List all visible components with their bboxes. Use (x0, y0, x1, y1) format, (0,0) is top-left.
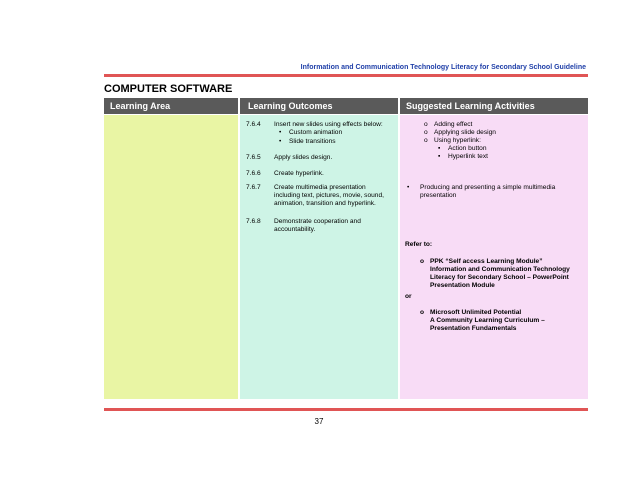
activity-subitem: Hyperlink text (448, 153, 488, 160)
activity-item: Using hyperlink: (434, 137, 481, 144)
outcome-text: including text, pictures, movie, sound, (274, 192, 384, 199)
or-label: or (405, 293, 412, 300)
outcome-bullet: Custom animation (289, 129, 343, 136)
learning-area-column (104, 115, 238, 399)
top-divider (104, 74, 588, 77)
outcome-text: Create multimedia presentation (274, 184, 366, 191)
circle-bullet-icon: o (420, 258, 425, 265)
reference-text: Microsoft Unlimited Potential (430, 309, 522, 316)
suggested-activities-column (400, 115, 588, 399)
reference-text: Literacy for Secondary School – PowerPoint (430, 274, 569, 281)
activity-item: Producing and presenting a simple multimedia (420, 184, 556, 191)
outcome-code: 7.6.5 (246, 154, 261, 161)
column-header-learning-area: Learning Area (104, 98, 238, 114)
reference-text: A Community Learning Curriculum – (430, 317, 545, 324)
bullet-icon: • (279, 129, 282, 136)
outcome-text: accountability. (274, 226, 316, 233)
column-header-suggested-activities: Suggested Learning Activities (400, 98, 588, 114)
outcome-code: 7.6.8 (246, 218, 261, 225)
outcome-text: Demonstrate cooperation and (274, 218, 361, 225)
outcome-code: 7.6.6 (246, 170, 261, 177)
reference-text: PPK “Self access Learning Module” (430, 258, 543, 265)
circle-bullet-icon: o (420, 309, 425, 316)
outcome-code: 7.6.4 (246, 121, 261, 128)
guide-title: Information and Communication Technology Literacy for Secondary School Guideline (300, 64, 586, 71)
square-bullet-icon: ▪ (438, 153, 441, 160)
outcome-text: Apply slides design. (274, 154, 333, 161)
square-bullet-icon: ▪ (438, 145, 441, 152)
activity-subitem: Action button (448, 145, 487, 152)
column-header-learning-outcomes: Learning Outcomes (240, 98, 398, 114)
outcome-text: animation, transition and hyperlink. (274, 200, 376, 207)
reference-text: Information and Communication Technology (430, 266, 570, 273)
section-title: COMPUTER SOFTWARE (104, 83, 233, 95)
activity-item: Adding effect (434, 121, 473, 128)
activity-item: Applying slide design (434, 129, 496, 136)
page-number: 37 (314, 417, 324, 426)
reference-text: Presentation Fundamentals (430, 325, 517, 332)
bullet-icon: • (407, 184, 410, 191)
outcome-text: Insert new slides using effects below: (274, 121, 383, 128)
circle-bullet-icon: o (424, 129, 428, 136)
refer-to-label: Refer to: (405, 241, 433, 248)
bottom-divider (104, 408, 588, 411)
outcome-bullet: Slide transitions (289, 138, 336, 145)
bullet-icon: • (279, 138, 282, 145)
circle-bullet-icon: o (424, 137, 428, 144)
circle-bullet-icon: o (424, 121, 428, 128)
outcome-text: Create hyperlink. (274, 170, 324, 177)
reference-text: Presentation Module (430, 282, 495, 289)
outcome-code: 7.6.7 (246, 184, 261, 191)
activity-item: presentation (420, 192, 457, 199)
